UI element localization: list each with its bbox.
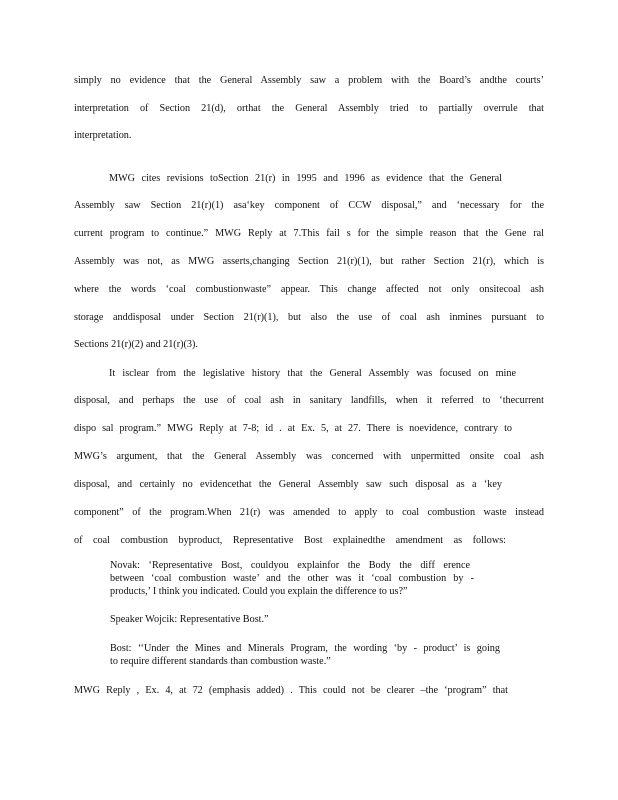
para2-line: MWG cites revisions toSection 21(r) in 1995 and 1996 as evidence that the General [109, 173, 502, 184]
para2-line: current program to continue.” MWG Reply at 7.This fail s for the simple reason that the Gene ral [74, 228, 544, 239]
para3-line: component” of the program.When 21(r) was amended to apply to coal combustion waste instead [74, 507, 544, 518]
quote-line: Speaker Wojcik: Representative Bost.” [110, 614, 269, 625]
para2-line: Assembly saw Section 21(r)(1) asa‘key component of CCW disposal,” and ‘necessary for the [74, 200, 544, 211]
final-line: MWG Reply , Ex. 4, at 72 (emphasis added) . This could not be clearer –the ‘program” that [74, 685, 508, 696]
para2-line: where the words ‘coal combustionwaste” appear. This change affected not only onsitecoal ash [74, 284, 544, 295]
para3-line: dispo sal program.” MWG Reply at 7-8; id . at Ex. 5, at 27. There is noevidence, contrary to [74, 423, 512, 434]
para3-line: of coal combustion byproduct, Representative Bost explainedthe amendment as follows: [74, 535, 506, 546]
quote-line: Novak: ‘Representative Bost, couldyou explainfor the Body the diff erence [110, 560, 470, 571]
para1-line: interpretation of Section 21(d), orthat the General Assembly tried to partially overrule that [74, 103, 544, 114]
quote-line: between ‘coal combustion waste’ and the other was it ‘coal combustion by - [110, 573, 474, 584]
para1-line: interpretation. [74, 130, 132, 141]
para2-line: Assembly was not, as MWG asserts,changing Section 21(r)(1), but rather Section 21(r), which is [74, 256, 544, 267]
para3-line: disposal, and certainly no evidencethat the General Assembly saw such disposal as a ‘key [74, 479, 502, 490]
para3-line: It isclear from the legislative history that the General Assembly was focused on mine [109, 368, 516, 379]
quote-line: Bost: ‘‘Under the Mines and Minerals Program, the wording ‘by - product’ is going [110, 643, 500, 654]
para3-line: disposal, and perhaps the use of coal ash in sanitary landfills, when it referred to ‘thecurrent [74, 395, 544, 406]
para2-line: Sections 21(r)(2) and 21(r)(3). [74, 339, 198, 350]
para1-line: simply no evidence that the General Assembly saw a problem with the Board’s andthe courts’ [74, 75, 544, 86]
quote-line: to require different standards than combustion waste.” [110, 656, 331, 667]
para2-line: storage anddisposal under Section 21(r)(1), but also the use of coal ash inmines pursuant to [74, 312, 544, 323]
quote-line: products,’ I think you indicated. Could you explain the difference to us?” [110, 586, 408, 597]
para3-line: MWG’s argument, that the General Assembly was concerned with unpermitted onsite coal ash [74, 451, 544, 462]
